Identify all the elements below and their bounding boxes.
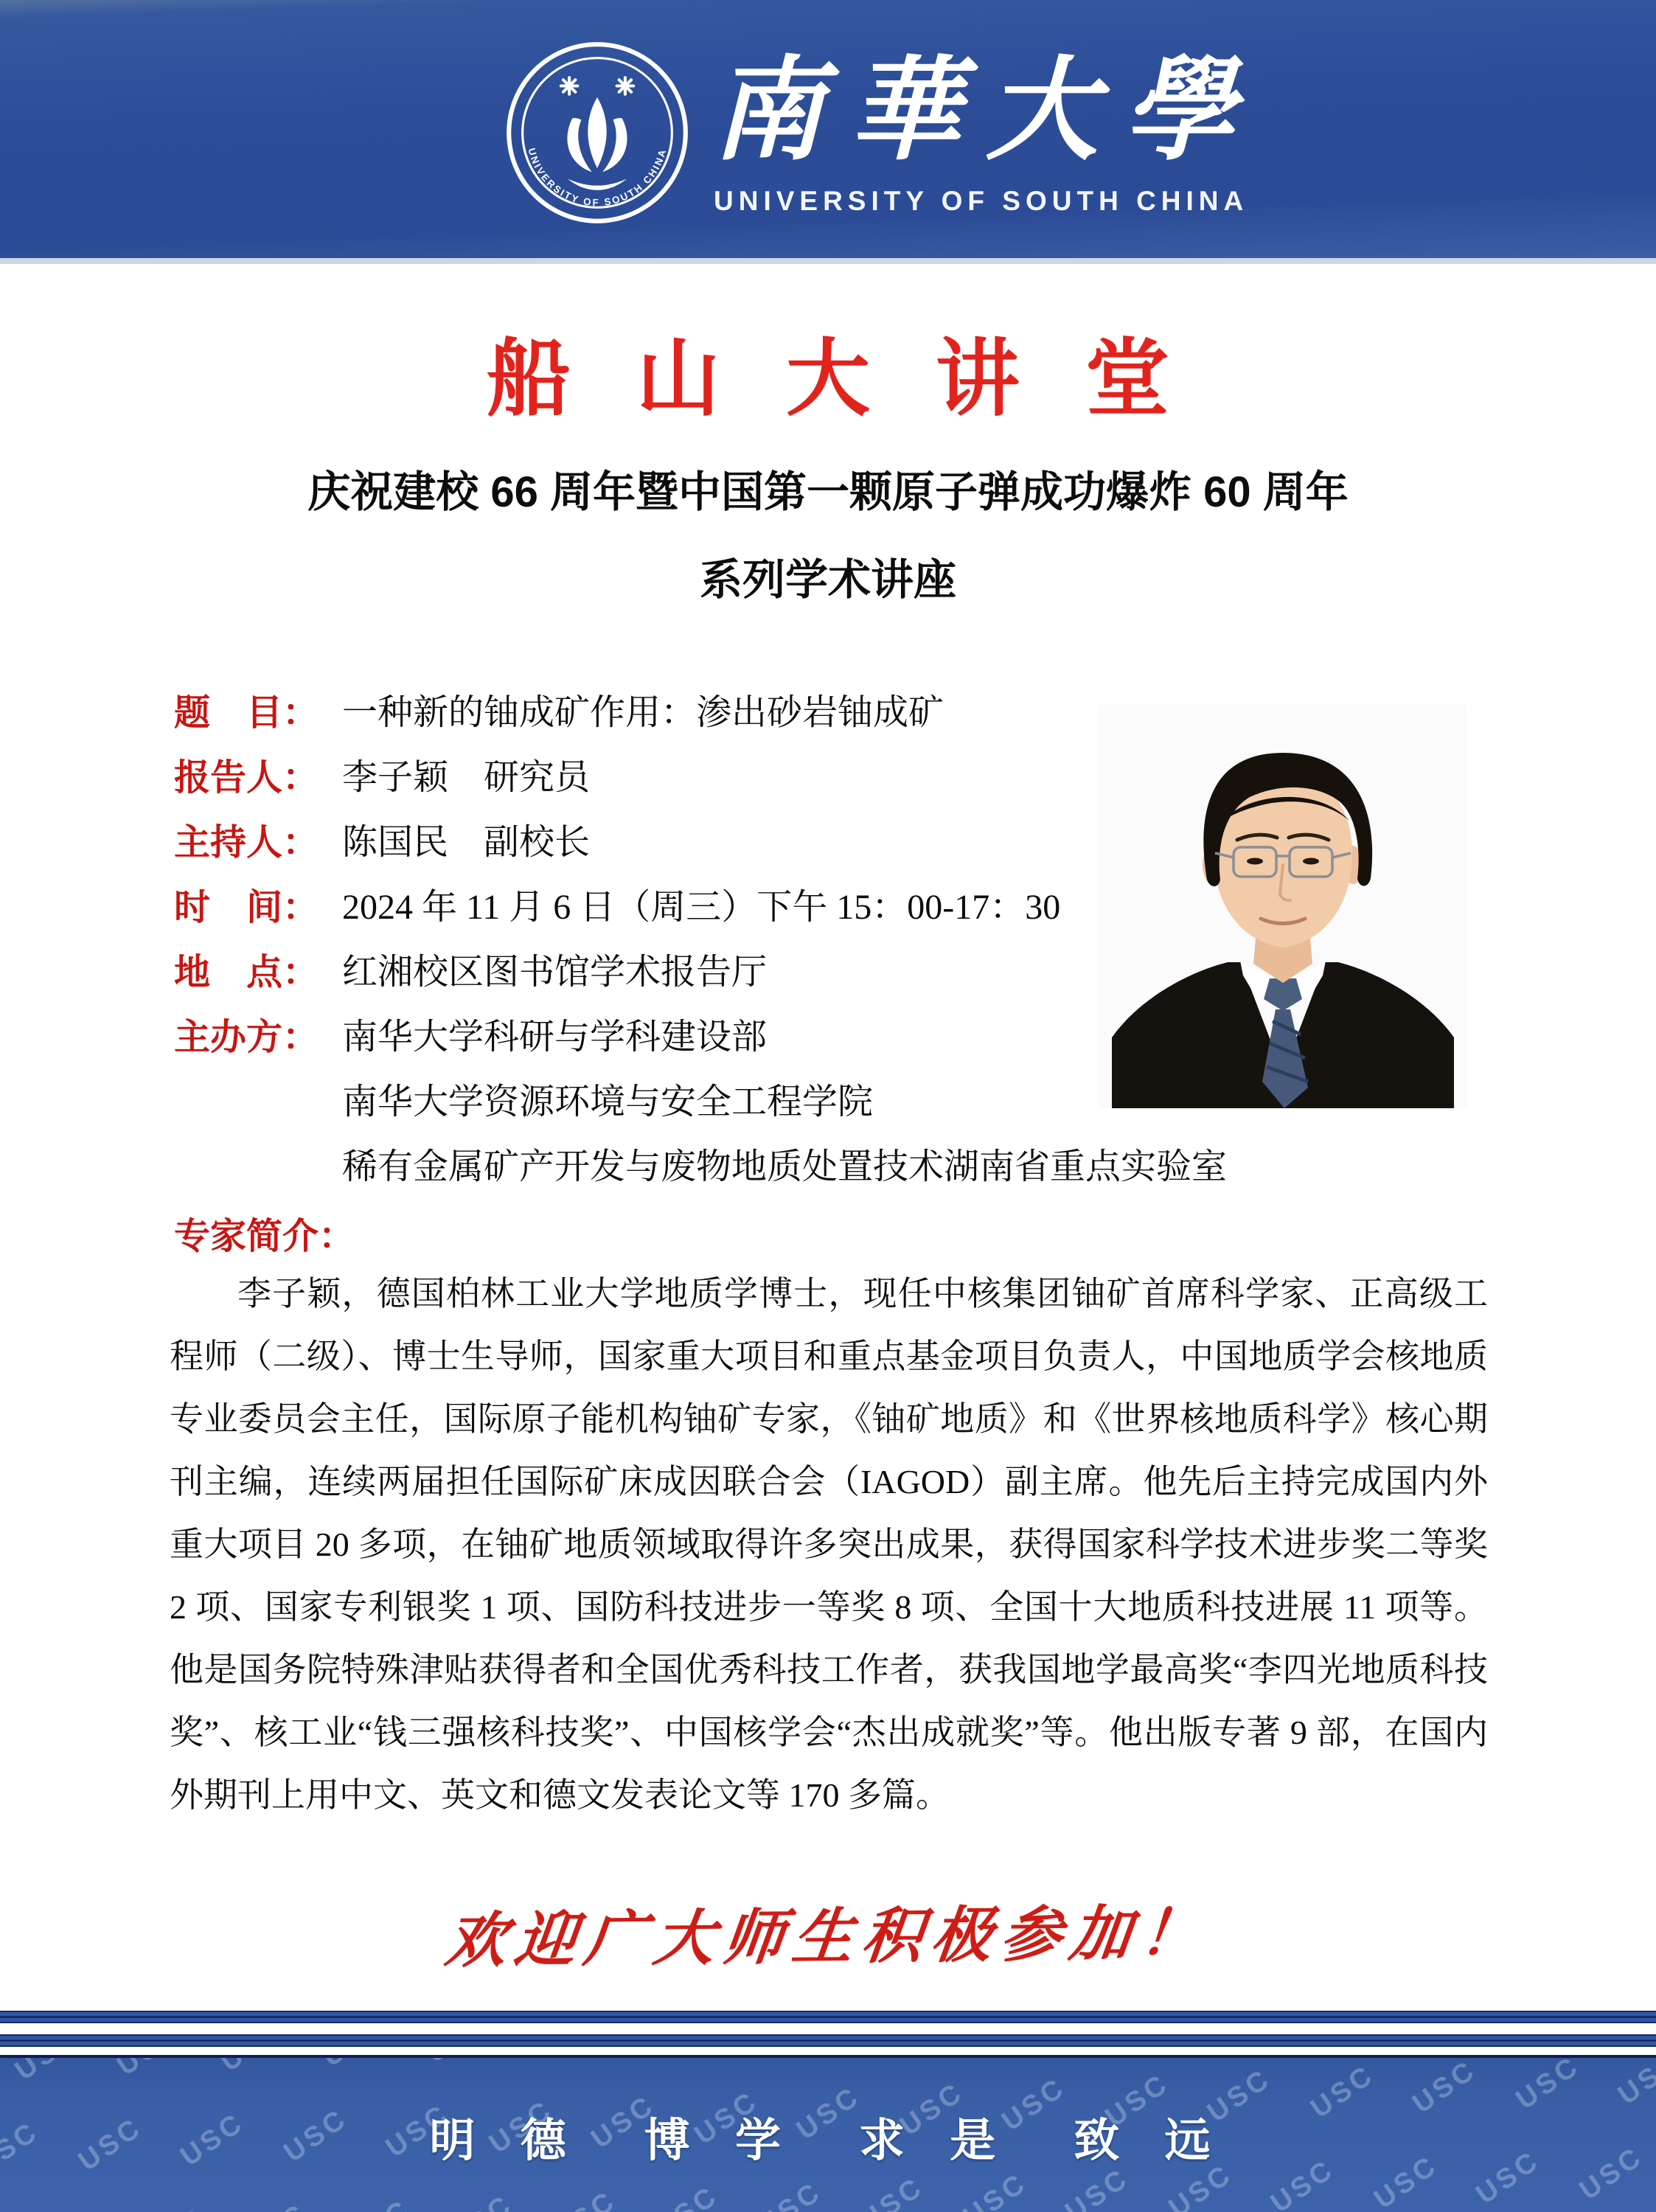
venue-value: 红湘校区图书馆学术报告厅 [342, 953, 768, 992]
subtitle [0, 448, 1656, 624]
host-value: 陈国民 副校长 [342, 823, 591, 862]
subtitle-line-1: 庆祝建校 66 周年暨中国第一颗原子弹成功爆炸 60 周年 [307, 468, 1349, 516]
speaker-value: 李子颖 研究员 [342, 758, 591, 797]
welcome-message: 欢迎广大师生积极参加！ [442, 1899, 1213, 1975]
speaker-eyes [1247, 858, 1263, 865]
speaker-label: 报告人： [174, 758, 319, 798]
footer-band [0, 2055, 1656, 2212]
university-name-cn: 南華大學 [712, 49, 1260, 173]
divider-stripe-1 [0, 2011, 1656, 2023]
organizer-line-3: 稀有金属矿产开发与废物地质处置技术湖南省重点实验室 [342, 1147, 1228, 1186]
organizer-label: 主办方： [174, 1018, 319, 1057]
time-label: 时 间： [174, 888, 319, 928]
topic-label: 题 目： [174, 693, 319, 733]
topic-value: 一种新的铀成矿作用：渗出砂岩铀成矿 [342, 693, 944, 732]
speaker-photo [1099, 704, 1467, 1108]
host-label: 主持人： [174, 823, 319, 863]
school-motto: 明 德 博 学 求 是 致 远 [429, 2115, 1227, 2166]
organizer-line-2: 南华大学资源环境与安全工程学院 [342, 1082, 874, 1121]
divider-stripe-2 [0, 2034, 1656, 2047]
organizer-value: 南华大学科研与学科建设部 [342, 1018, 768, 1057]
venue-label: 地 点： [174, 953, 319, 992]
seal-ring-text: UNIVERSITY OF SOUTH CHINA [526, 147, 669, 209]
subtitle-line-2: 系列学术讲座 [699, 556, 956, 604]
seal-emblem [567, 97, 627, 190]
expert-bio: 李子颖，德国柏林工业大学地质学博士，现任中核集团铀矿首席科学家、正高级工程师（二级）、博士生导师，国家重大项目和重点基金项目负责人，中国地质学会核地质专业委员会主任，国际原子能机构铀矿专家，《铀矿地质》和《世界核地质科学》核心期刊主编，连续两届担任国际矿床成因联合会（IAGOD）副主席。他先后主持完成国内外重大项目 20 多项，在铀矿地质领域取得许多突出成果，获得国家科学技术进步奖二等奖 2 项、国家专利银奖 1 项、国防科技进步一等奖 8 项、全国十大地质科技进展 11 项等。他是国务院特殊津贴获得者和全国优秀科技工作者，获我国地学最高奖“李四光地质科技奖”、核工业“钱三强核科技奖”、中国核学会“杰出成就奖”等。他出版专著 9 部，在国内外期刊上用中文、英文和德文发表论文等 170 多篇。 [170, 1275, 1488, 1814]
time-value: 2024 年 11 月 6 日（周三）下午 15：00-17：30 [342, 888, 1061, 927]
seal-star-icons [561, 77, 633, 94]
university-header [0, 0, 1656, 264]
university-seal-logo [503, 38, 692, 227]
expert-intro-label: 专家简介： [174, 1217, 355, 1256]
university-name-en: UNIVERSITY OF SOUTH CHINA [714, 186, 1249, 216]
lecture-series-title: 船山大讲堂 [487, 333, 1235, 426]
